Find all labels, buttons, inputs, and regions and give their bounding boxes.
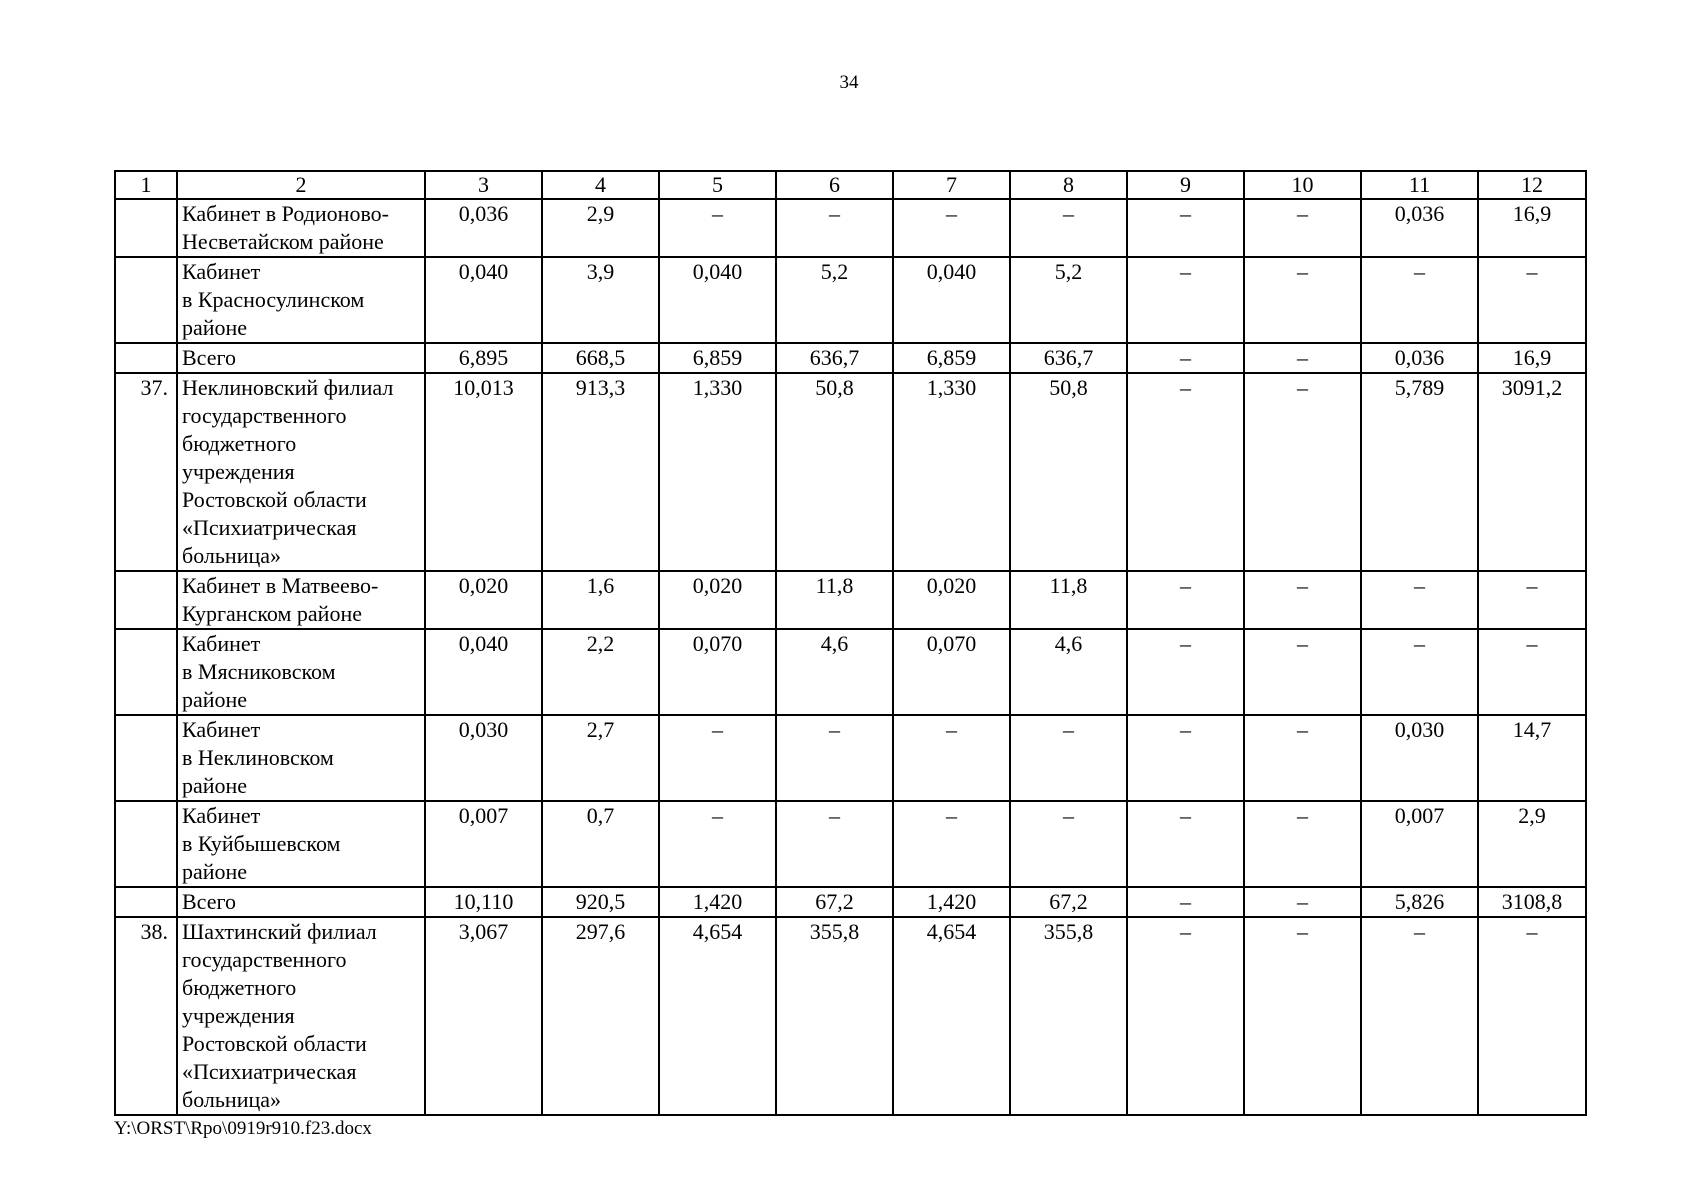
value-cell: – xyxy=(1010,199,1127,257)
column-number: 4 xyxy=(542,171,659,199)
value-cell: 10,110 xyxy=(425,887,542,917)
value-cell: 0,020 xyxy=(893,571,1010,629)
value-cell: 5,2 xyxy=(776,257,893,343)
value-cell: – xyxy=(1478,629,1586,715)
value-cell: 636,7 xyxy=(1010,343,1127,373)
value-cell: 0,007 xyxy=(1361,801,1478,887)
column-number: 2 xyxy=(177,171,425,199)
value-cell: 0,036 xyxy=(1361,343,1478,373)
value-cell: – xyxy=(659,199,776,257)
value-cell: 0,020 xyxy=(659,571,776,629)
value-cell: 0,030 xyxy=(425,715,542,801)
column-number: 5 xyxy=(659,171,776,199)
value-cell: 0,030 xyxy=(1361,715,1478,801)
row-number-cell xyxy=(115,715,177,801)
page-number: 34 xyxy=(839,72,859,93)
table-row xyxy=(115,343,1586,373)
value-cell: – xyxy=(1478,571,1586,629)
value-cell: 2,2 xyxy=(542,629,659,715)
table-row xyxy=(115,373,1586,571)
row-number-cell xyxy=(115,343,177,373)
value-cell: 5,789 xyxy=(1361,373,1478,571)
value-cell: – xyxy=(1361,571,1478,629)
value-cell: – xyxy=(1010,715,1127,801)
value-cell: – xyxy=(893,801,1010,887)
value-cell: – xyxy=(1127,629,1244,715)
value-cell: – xyxy=(1127,801,1244,887)
value-cell: – xyxy=(1127,887,1244,917)
value-cell: 297,6 xyxy=(542,917,659,1115)
row-name-cell: Кабинет в Родионово- Несветайском районе xyxy=(177,199,425,257)
value-cell: 16,9 xyxy=(1478,343,1586,373)
column-number: 12 xyxy=(1478,171,1586,199)
column-number: 8 xyxy=(1010,171,1127,199)
row-name-cell: Кабинет в Неклиновском районе xyxy=(177,715,425,801)
value-cell: 0,040 xyxy=(425,629,542,715)
value-cell: 3091,2 xyxy=(1478,373,1586,571)
value-cell: 50,8 xyxy=(1010,373,1127,571)
row-number-cell xyxy=(115,887,177,917)
value-cell: – xyxy=(776,199,893,257)
value-cell: – xyxy=(1127,571,1244,629)
value-cell: – xyxy=(776,715,893,801)
value-cell: – xyxy=(1127,373,1244,571)
value-cell: – xyxy=(1361,917,1478,1115)
table-row xyxy=(115,801,1586,887)
value-cell: 6,859 xyxy=(893,343,1010,373)
value-cell: 355,8 xyxy=(1010,917,1127,1115)
value-cell: 0,070 xyxy=(893,629,1010,715)
value-cell: 67,2 xyxy=(776,887,893,917)
value-cell: – xyxy=(659,801,776,887)
value-cell: 0,040 xyxy=(425,257,542,343)
value-cell: 4,6 xyxy=(1010,629,1127,715)
row-name-cell: Кабинет в Мясниковском районе xyxy=(177,629,425,715)
value-cell: 636,7 xyxy=(776,343,893,373)
value-cell: 3108,8 xyxy=(1478,887,1586,917)
value-cell: – xyxy=(1010,801,1127,887)
value-cell: 0,7 xyxy=(542,801,659,887)
value-cell: – xyxy=(1361,629,1478,715)
value-cell: 6,895 xyxy=(425,343,542,373)
table-body xyxy=(115,171,1586,1115)
column-number: 9 xyxy=(1127,171,1244,199)
row-number-cell xyxy=(115,629,177,715)
value-cell: 5,826 xyxy=(1361,887,1478,917)
row-name-cell: Кабинет в Красносулинском районе xyxy=(177,257,425,343)
value-cell: 67,2 xyxy=(1010,887,1127,917)
table-row xyxy=(115,257,1586,343)
value-cell: 2,9 xyxy=(1478,801,1586,887)
footer-file-path: Y:\ORST\Rpo\0919r910.f23.docx xyxy=(114,1118,372,1139)
value-cell: 668,5 xyxy=(542,343,659,373)
value-cell: 50,8 xyxy=(776,373,893,571)
column-number-row xyxy=(115,171,1586,199)
value-cell: – xyxy=(1361,257,1478,343)
value-cell: – xyxy=(1244,571,1361,629)
row-number-cell xyxy=(115,801,177,887)
value-cell: 1,420 xyxy=(893,887,1010,917)
value-cell: 1,6 xyxy=(542,571,659,629)
row-name-cell: Всего xyxy=(177,887,425,917)
value-cell: – xyxy=(1244,343,1361,373)
value-cell: 0,020 xyxy=(425,571,542,629)
value-cell: 4,654 xyxy=(659,917,776,1115)
value-cell: 0,007 xyxy=(425,801,542,887)
row-number-cell: 38. xyxy=(115,917,177,1115)
value-cell: 1,330 xyxy=(893,373,1010,571)
value-cell: 2,9 xyxy=(542,199,659,257)
value-cell: 14,7 xyxy=(1478,715,1586,801)
value-cell: 0,036 xyxy=(425,199,542,257)
row-number-cell xyxy=(115,199,177,257)
value-cell: 3,067 xyxy=(425,917,542,1115)
column-number: 3 xyxy=(425,171,542,199)
value-cell: – xyxy=(659,715,776,801)
value-cell: – xyxy=(1244,373,1361,571)
value-cell: – xyxy=(1244,887,1361,917)
value-cell: 10,013 xyxy=(425,373,542,571)
value-cell: 2,7 xyxy=(542,715,659,801)
row-name-cell: Шахтинский филиал государственного бюджетного учреждения Ростовской области «Психиатрическая больница» xyxy=(177,917,425,1115)
value-cell: – xyxy=(1127,715,1244,801)
value-cell: 6,859 xyxy=(659,343,776,373)
row-number-cell: 37. xyxy=(115,373,177,571)
value-cell: – xyxy=(1244,715,1361,801)
value-cell: 4,654 xyxy=(893,917,1010,1115)
row-name-cell: Кабинет в Матвеево- Курганском районе xyxy=(177,571,425,629)
value-cell: 913,3 xyxy=(542,373,659,571)
value-cell: – xyxy=(1244,257,1361,343)
value-cell: – xyxy=(1244,917,1361,1115)
value-cell: – xyxy=(1244,801,1361,887)
value-cell: – xyxy=(1478,257,1586,343)
value-cell: – xyxy=(893,715,1010,801)
row-number-cell xyxy=(115,257,177,343)
value-cell: 0,040 xyxy=(893,257,1010,343)
value-cell: 16,9 xyxy=(1478,199,1586,257)
table-row xyxy=(115,629,1586,715)
row-name-cell: Кабинет в Куйбышевском районе xyxy=(177,801,425,887)
table-row xyxy=(115,199,1586,257)
value-cell: – xyxy=(1127,199,1244,257)
column-number: 1 xyxy=(115,171,177,199)
row-number-cell xyxy=(115,571,177,629)
table-row xyxy=(115,715,1586,801)
value-cell: – xyxy=(893,199,1010,257)
value-cell: 11,8 xyxy=(1010,571,1127,629)
value-cell: 11,8 xyxy=(776,571,893,629)
value-cell: 5,2 xyxy=(1010,257,1127,343)
value-cell: 0,040 xyxy=(659,257,776,343)
column-number: 10 xyxy=(1244,171,1361,199)
column-number: 11 xyxy=(1361,171,1478,199)
value-cell: 920,5 xyxy=(542,887,659,917)
value-cell: 3,9 xyxy=(542,257,659,343)
row-name-cell: Неклиновский филиал государственного бюджетного учреждения Ростовской области «Психиатрическая больница» xyxy=(177,373,425,571)
value-cell: – xyxy=(1127,343,1244,373)
value-cell: – xyxy=(1478,917,1586,1115)
value-cell: 355,8 xyxy=(776,917,893,1115)
value-cell: – xyxy=(776,801,893,887)
value-cell: – xyxy=(1127,257,1244,343)
value-cell: 1,420 xyxy=(659,887,776,917)
table-row xyxy=(115,887,1586,917)
table-row xyxy=(115,917,1586,1115)
value-cell: – xyxy=(1127,917,1244,1115)
row-name-cell: Всего xyxy=(177,343,425,373)
value-cell: 0,036 xyxy=(1361,199,1478,257)
table-row xyxy=(115,571,1586,629)
value-cell: – xyxy=(1244,199,1361,257)
value-cell: 0,070 xyxy=(659,629,776,715)
column-number: 7 xyxy=(893,171,1010,199)
value-cell: 4,6 xyxy=(776,629,893,715)
value-cell: – xyxy=(1244,629,1361,715)
value-cell: 1,330 xyxy=(659,373,776,571)
column-number: 6 xyxy=(776,171,893,199)
data-table xyxy=(114,170,1587,1116)
